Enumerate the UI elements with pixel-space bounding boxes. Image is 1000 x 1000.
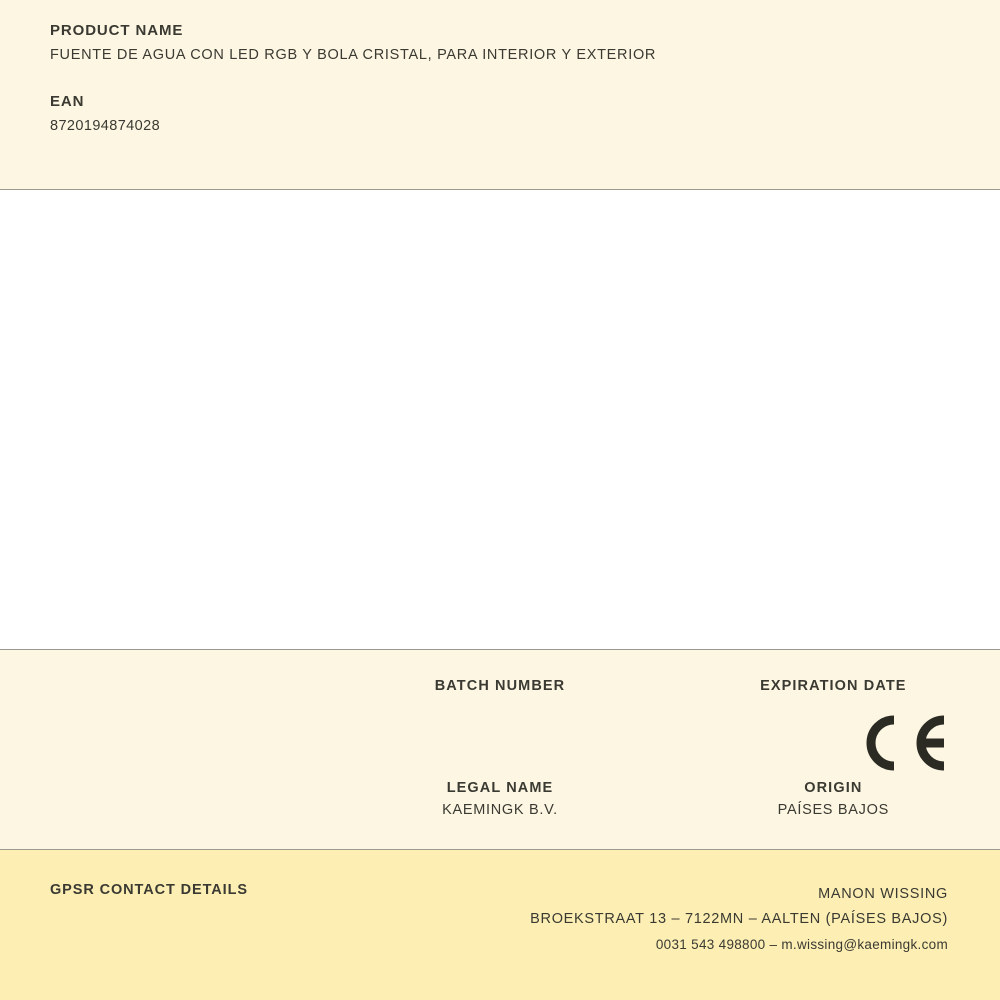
gpsr-contact-phone-email: 0031 543 498800 – m.wissing@kaemingk.com: [655, 936, 948, 952]
batch-number-value: [333, 700, 666, 718]
product-info-section: [0, 650, 1000, 850]
origin-label: ORIGIN: [804, 780, 863, 796]
origin-value: PAÍSES BAJOS: [777, 802, 889, 818]
gpsr-contact-details: [530, 882, 948, 956]
info-row-second: [0, 780, 1000, 820]
expiration-date-cell: [667, 678, 1000, 718]
ce-marking-icon: [858, 712, 948, 774]
legal-name-value: KAEMINGK B.V.: [442, 802, 558, 818]
info-row-first: [0, 678, 1000, 718]
legal-name-label: LEGAL NAME: [446, 780, 554, 796]
ean-block: [50, 93, 950, 134]
product-name-block: [50, 22, 950, 63]
batch-number-label: BATCH NUMBER: [434, 678, 566, 694]
gpsr-contact-label: GPSR CONTACT DETAILS: [50, 882, 248, 898]
gpsr-contact-name: MANON WISSING: [818, 886, 948, 902]
batch-number-cell: [333, 678, 666, 718]
info-cell-empty-left-2: [0, 780, 333, 820]
legal-name-cell: [333, 780, 666, 820]
gpsr-footer-section: [0, 850, 1000, 1000]
product-header-section: [0, 0, 1000, 190]
product-name-value: FUENTE DE AGUA CON LED RGB Y BOLA CRISTAL, PARA INTERIOR Y EXTERIOR: [50, 47, 657, 63]
expiration-date-value: [667, 700, 1000, 718]
product-image-area: [0, 190, 1000, 650]
ean-label: EAN: [50, 93, 85, 110]
expiration-date-label: EXPIRATION DATE: [760, 678, 907, 694]
info-cell-empty-left: [0, 678, 333, 718]
origin-cell: [667, 780, 1000, 820]
product-name-label: PRODUCT NAME: [50, 22, 184, 39]
ean-value: 8720194874028: [50, 118, 161, 134]
gpsr-contact-address: BROEKSTRAAT 13 – 7122MN – AALTEN (PAÍSES BAJOS): [530, 911, 948, 928]
